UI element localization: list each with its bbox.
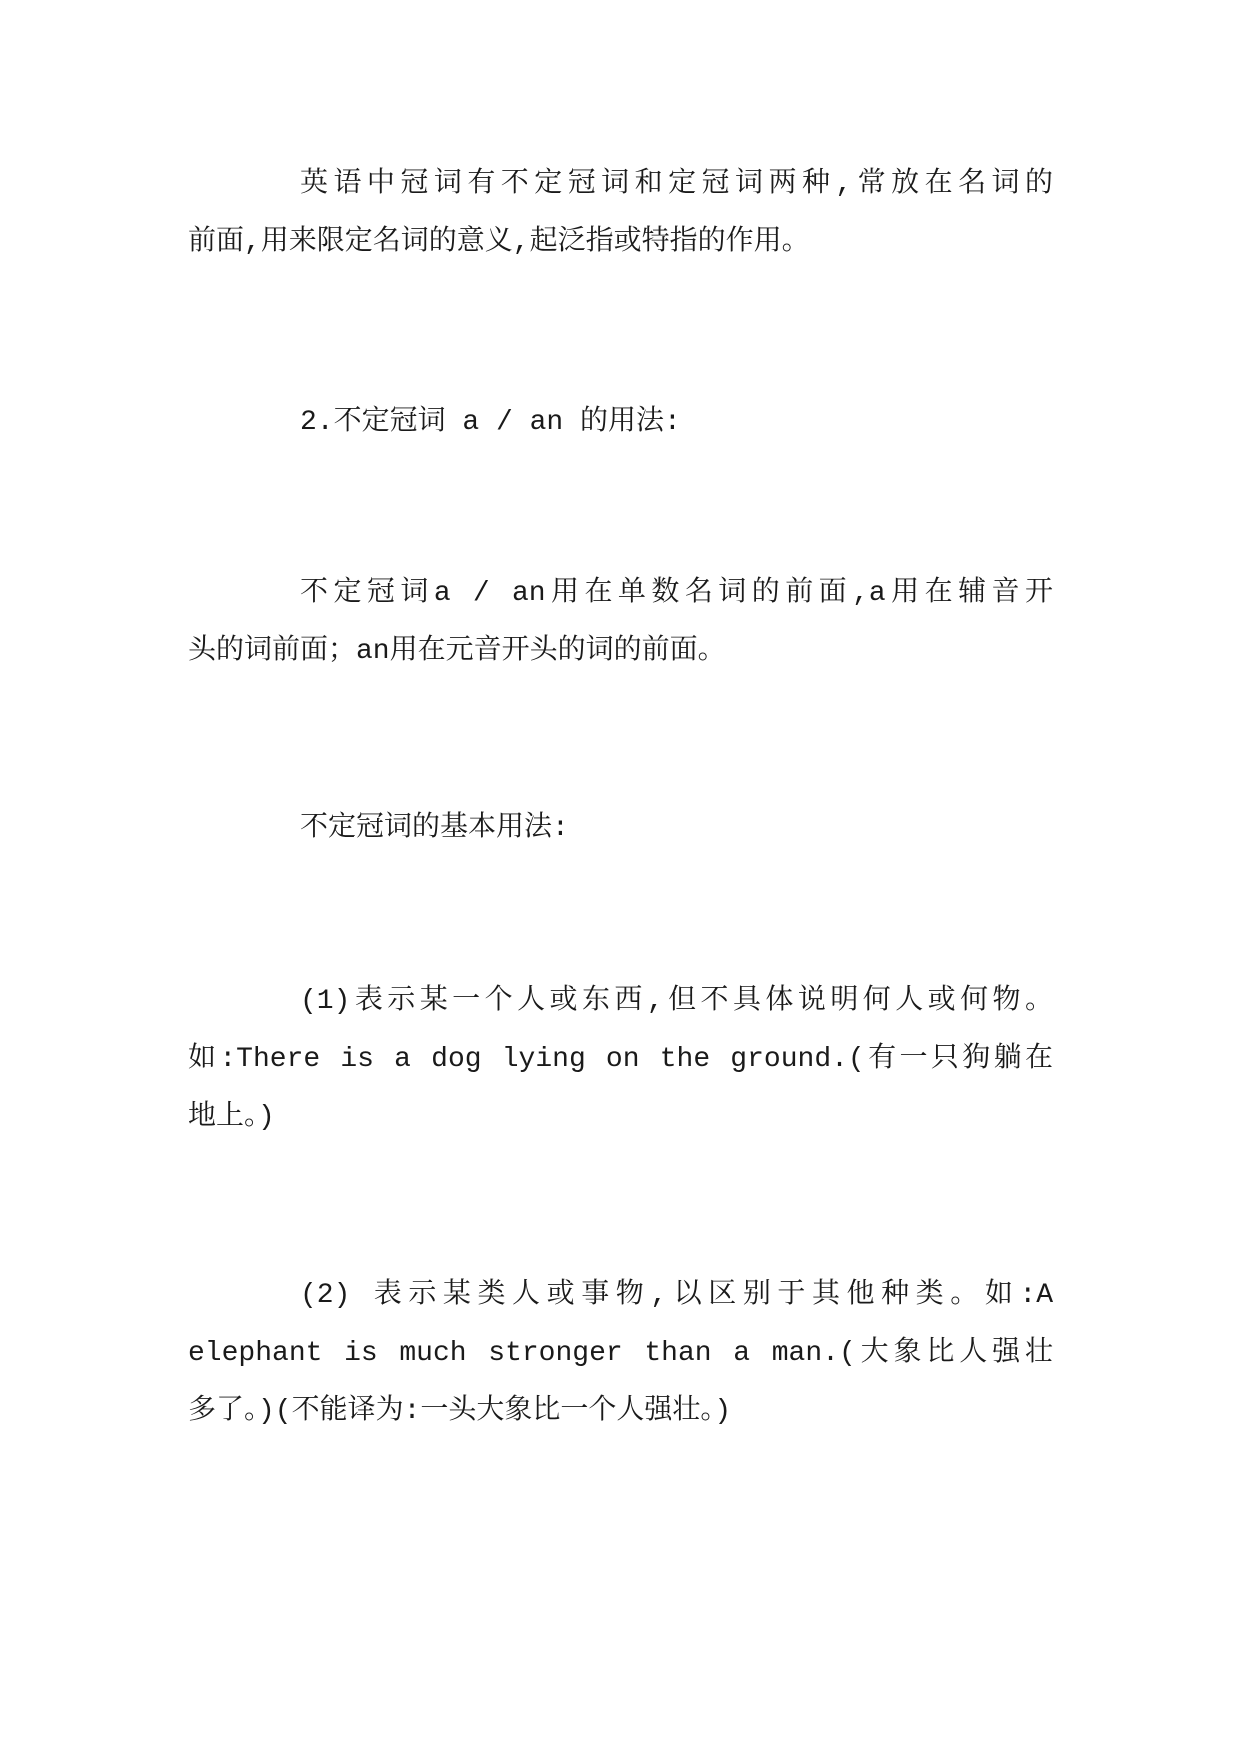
text-line: 不定冠词的基本用法: — [300, 813, 569, 844]
text-line: (1)表示某一个人或东西,但不具体说明何人或何物。 — [300, 986, 1053, 1017]
text-line: 英语中冠词有不定冠词和定冠词两种,常放在名词的 — [300, 169, 1053, 200]
text-line: elephant is much stronger than a man.(大象比人强壮 — [188, 1338, 1053, 1369]
paragraph-usage-2 — [188, 1267, 1053, 1441]
text-line: 前面,用来限定名词的意义,起泛指或特指的作用。 — [188, 227, 810, 258]
text-line: (2) 表示某类人或事物,以区别于其他种类。如:A — [300, 1280, 1053, 1311]
text-line: 2.不定冠词 a / an 的用法: — [300, 407, 681, 438]
paragraph-articles-intro — [188, 156, 1053, 272]
paragraph-usage-1 — [188, 973, 1053, 1147]
text-line: 地上。) — [188, 1102, 275, 1133]
text-line: 多了。)(不能译为:一头大象比一个人强壮。) — [188, 1396, 732, 1427]
text-line: 如:There is a dog lying on the ground.(有一只狗躺在 — [188, 1044, 1053, 1075]
text-line: 头的词前面；an用在元音开头的词的前面。 — [188, 636, 726, 667]
subheading-basic-usage — [188, 800, 1053, 858]
text-line: 不定冠词a / an用在单数名词的前面,a用在辅音开 — [300, 578, 1053, 609]
section-heading-indefinite-article — [188, 394, 1053, 452]
paragraph-a-an-rule — [188, 565, 1053, 681]
